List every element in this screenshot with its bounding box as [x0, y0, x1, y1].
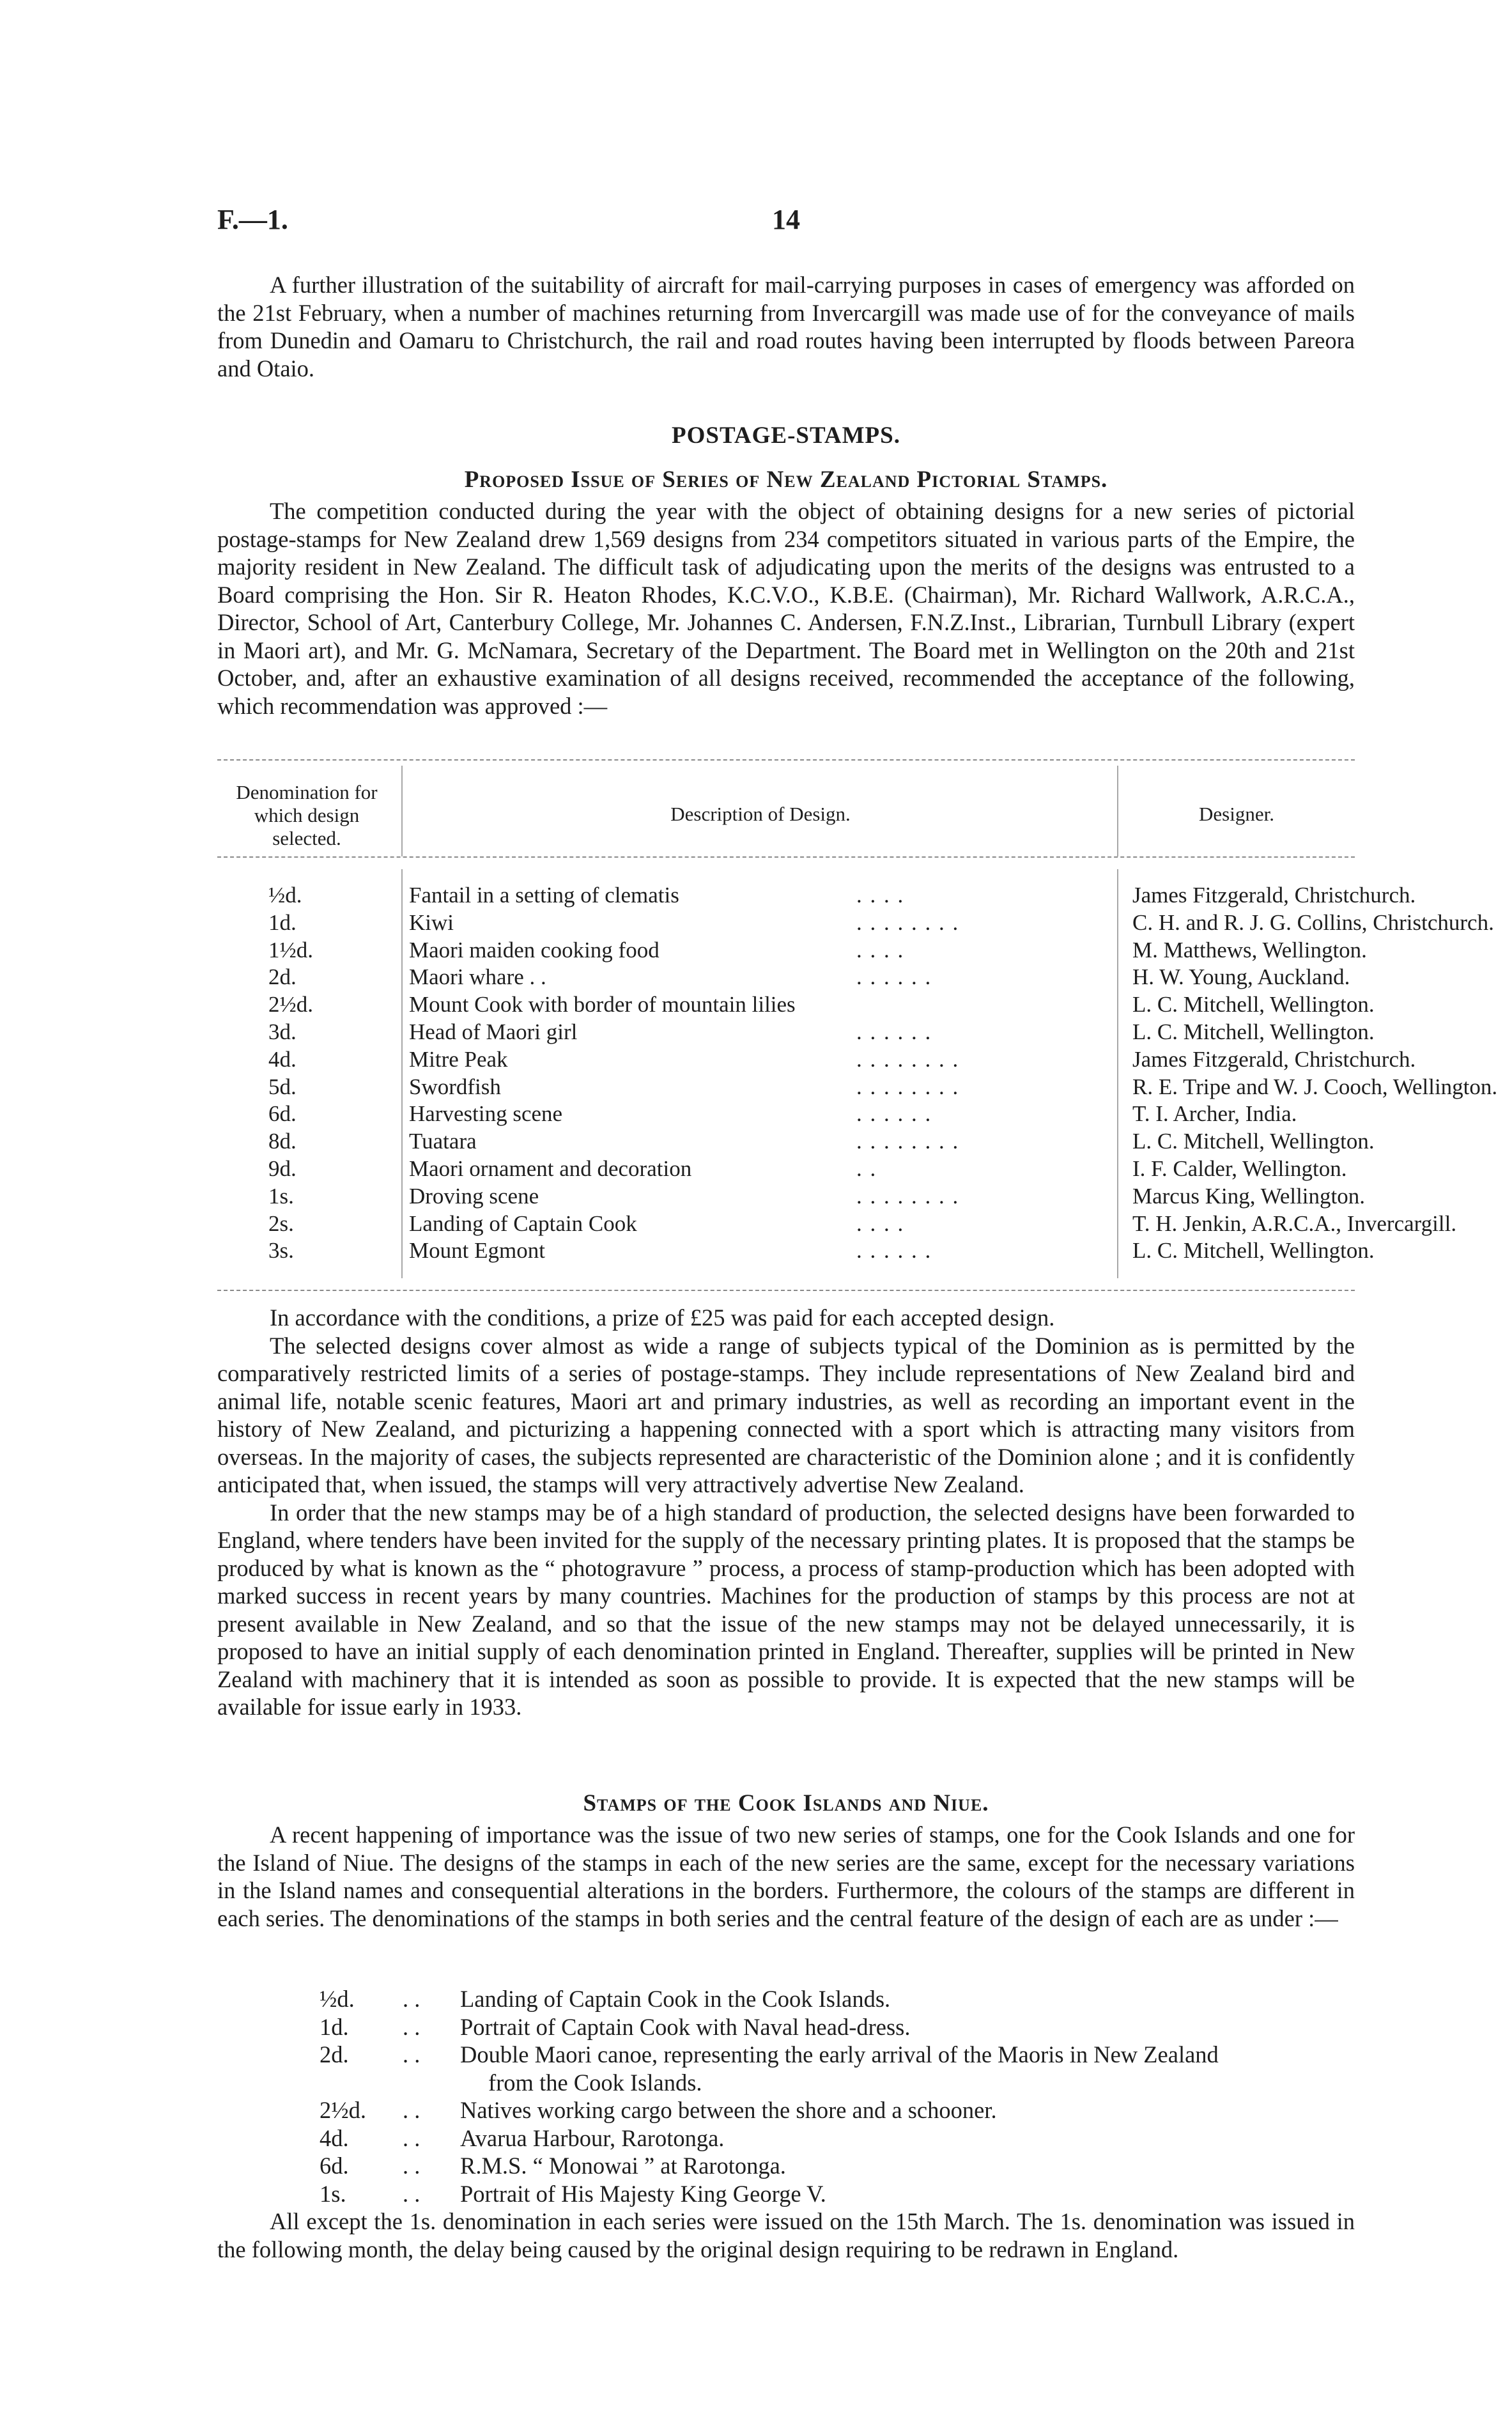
table-row [217, 909, 1494, 936]
table-row [217, 1019, 1375, 1046]
list-item [217, 2096, 1355, 2124]
column-divider [401, 766, 403, 856]
list-description [460, 2180, 1355, 2208]
list-item [217, 2041, 1355, 2096]
list-description [460, 2152, 1355, 2180]
page-header [217, 203, 1355, 242]
leader-dots: . . . . . . . . [856, 1129, 960, 1154]
denomination-cell: 4d. [268, 1046, 297, 1072]
denomination-cell: 5d. [268, 1074, 297, 1099]
designer-cell: L. C. Mitchell, Wellington. [1132, 992, 1375, 1017]
description-cell: Mitre Peak [409, 1046, 508, 1072]
header-denomination-line: selected. [272, 827, 341, 849]
denomination-cell: 6d. [268, 1101, 297, 1127]
designer-cell: T. I. Archer, India. [1132, 1101, 1297, 1127]
designer-cell: Marcus King, Wellington. [1132, 1183, 1365, 1209]
description-cell: Maori whare . . [409, 964, 546, 990]
header-designer: Designer. [1199, 803, 1274, 825]
header-denomination-line: which design [254, 804, 360, 826]
table-row [217, 1156, 1355, 1182]
description-cell: Kiwi [409, 909, 454, 935]
designer-cell: I. F. Calder, Wellington. [1132, 1156, 1347, 1181]
denomination-cell: 1s. [268, 1183, 294, 1209]
list-item [217, 1985, 1355, 2013]
production-paragraph: In order that the new stamps may be of a high standard of production, the selected designs have been forwarded to England, where tenders have been invited for the supply of the necessary printing plates. It is proposed that the stamps be produced by what is known as the “ photogravure ” process, a process of stamp-production which has been adopted with marked success in recent years by many countries. Machines for the production of stamps by this process are not at present available in New Zealand, and so that the issue of the new stamps may not be delayed unnecessarily, it is proposed to have an initial supply of each denomination printed in England. Thereafter, supplies will be printed in New Zealand with machinery that it is intended as soon as possible to provide. It is expected that the new stamps will be available for issue early in 1933. [217, 1499, 1355, 1720]
leader-dots: . . . . . . . . [856, 909, 960, 935]
table-row [217, 1237, 1375, 1264]
table-row [217, 937, 1367, 964]
description-cell: Swordfish [409, 1074, 501, 1099]
closing-section [217, 2208, 1355, 2263]
subsection-title-cook-islands: Stamps of the Cook Islands and Niue. [583, 1790, 989, 1816]
leader-dots: . . [403, 1986, 420, 2012]
table-row [217, 964, 1355, 991]
leader-dots: . . [403, 2013, 420, 2040]
denomination-cell: 8d. [268, 1129, 297, 1154]
designer-cell: H. W. Young, Auckland. [1132, 964, 1350, 990]
table-row [217, 1101, 1355, 1127]
header-denomination [217, 781, 396, 850]
leader-dots: . . . . . . [856, 1238, 932, 1264]
subsection-title-pictorial-stamps: Proposed Issue of Series of New Zealand Pictorial Stamps. [464, 467, 1108, 493]
denomination-cell: 3s. [268, 1238, 294, 1264]
page-number: 14 [772, 204, 800, 235]
leader-dots: . . . . . . [856, 1101, 932, 1127]
list-description-text: Portrait of His Majesty King George V. [460, 2180, 826, 2207]
designer-cell: L. C. Mitchell, Wellington. [1132, 1238, 1375, 1264]
column-divider [1117, 766, 1118, 856]
list-description-continuation: from the Cook Islands. [488, 2069, 702, 2096]
subjects-paragraph: The selected designs cover almost as wide a range of subjects typical of the Dominion as is permitted by the comparatively restricted limits of a series of postage-stamps. They include representations of New Zealand bird and animal life, notable scenic features, Maori art and primary industries, as well as recording an important event in the history of New Zealand, and picturizing a happening connected with a sport which is attracting many visitors from overseas. In the majority of cases, the subjects represented are characteristic of the Dominion alone ; and it is confidently anticipated that, when issued, the stamps will very attractively advertise New Zealand. [217, 1332, 1355, 1497]
cook-islands-paragraph: A recent happening of importance was the issue of two new series of stamps, one for the Cook Islands and one for the Island of Niue. The designs of the stamps in each of the new series are the same, except for the necessary variations in the Island names and consequential alterations in the borders. Furthermore, the colours of the stamps are different in each series. The denominations of the stamps in both series and the central feature of the design of each are as under :— [217, 1821, 1355, 1931]
denomination-cell: 1½d. [268, 937, 313, 963]
list-description-text: R.M.S. “ Monowai ” at Rarotonga. [460, 2153, 786, 2179]
list-denomination: 4d. [320, 2124, 349, 2151]
list-denomination: ½d. [320, 1986, 355, 2012]
denomination-cell: 9d. [268, 1156, 297, 1181]
description-cell: Fantail in a setting of clematis [409, 883, 679, 908]
list-item [217, 2124, 1355, 2153]
table-bottom-rule [217, 1290, 1355, 1291]
table-row [217, 991, 1375, 1018]
competition-paragraph: The competition conducted during the year with the object of obtaining designs for a new series of pictorial postage-stamps for New Zealand drew 1,569 designs from 234 competitors situated in various parts of the Empire, the majority resident in New Zealand. The difficult task of adjudicating upon the merits of the designs was entrusted to a Board comprising the Hon. Sir R. Heaton Rhodes, K.C.V.O., K.B.E. (Chairman), Mr. Richard Wallwork, A.R.C.A., Director, School of Art, Canterbury College, Mr. Johannes C. Andersen, F.N.Z.Inst., Librarian, Turnbull Library (expert in Maori art), and Mr. G. McNamara, Secretary of the Department. The Board met in Wellington on the 20th and 21st October, and, after an exhaustive examination of all designs received, recommended the acceptance of the following, which recommendation was approved :— [217, 498, 1355, 719]
designer-cell: C. H. and R. J. G. Collins, Christchurch. [1132, 909, 1494, 935]
document-reference: F.—1. [217, 204, 288, 235]
list-denomination: 6d. [320, 2153, 349, 2179]
list-denomination: 1s. [320, 2180, 346, 2207]
description-cell: Landing of Captain Cook [409, 1210, 637, 1236]
list-item [217, 2180, 1355, 2208]
list-description-text: Natives working cargo between the shore and a schooner. [460, 2097, 997, 2123]
description-cell: Mount Cook with border of mountain lilies [409, 992, 796, 1017]
leader-dots: . . [403, 2180, 420, 2207]
table-row [217, 1183, 1365, 1210]
denomination-cell: 3d. [268, 1019, 297, 1044]
closing-paragraph: All except the 1s. denomination in each series were issued on the 15th March. The 1s. denomination was issued in the following month, the delay being caused by the original design requiring to be redrawn in England. [217, 2208, 1355, 2262]
list-denomination: 2½d. [320, 2097, 366, 2123]
leader-dots: . . [403, 2097, 420, 2123]
denomination-cell: 1d. [268, 909, 297, 935]
designer-cell: R. E. Tripe and W. J. Cooch, Wellington. [1132, 1074, 1498, 1099]
leader-dots: . . [403, 2153, 420, 2179]
header-description: Description of Design. [670, 803, 851, 825]
list-description-text: Landing of Captain Cook in the Cook Islands. [460, 1986, 891, 2012]
leader-dots: . . [403, 2041, 420, 2068]
list-denomination: 1d. [320, 2013, 349, 2040]
list-denomination: 2d. [320, 2041, 349, 2068]
postage-section [217, 422, 1355, 720]
intro-paragraph: A further illustration of the suitability of aircraft for mail-carrying purposes in cases of emergency was afforded on the 21st February, when a number of machines returning from Invercargill was made use of for the conveyance of mails from Dunedin and Oamaru to Christchurch, the rail and road routes having been interrupted by floods between Pareora and Otaio. [217, 272, 1355, 382]
list-item [217, 2152, 1355, 2180]
cook-islands-stamp-list [217, 1985, 1355, 2208]
stamp-designs-table [217, 759, 1498, 1291]
list-description-text: Double Maori canoe, representing the early arrival of the Maoris in New Zealand [460, 2041, 1219, 2068]
table-row [217, 1074, 1498, 1101]
table-row [217, 1128, 1375, 1155]
intro-section [217, 271, 1355, 382]
list-description [460, 2013, 1355, 2041]
description-cell: Maori ornament and decoration [409, 1156, 692, 1181]
leader-dots: . . . . . . . . [856, 1183, 960, 1209]
designer-cell: M. Matthews, Wellington. [1132, 937, 1367, 963]
denomination-cell: 2s. [268, 1210, 294, 1236]
list-description [460, 2041, 1355, 2096]
leader-dots: . . [403, 2124, 420, 2151]
prize-paragraph: In accordance with the conditions, a prize of £25 was paid for each accepted design. [270, 1304, 1055, 1331]
list-description [460, 2124, 1355, 2153]
list-description-text: Avarua Harbour, Rarotonga. [460, 2124, 725, 2151]
leader-dots: . . . . [856, 1210, 905, 1236]
table-row [217, 882, 1416, 909]
leader-dots: . . . . . . [856, 964, 932, 990]
after-table-section [217, 1304, 1355, 1721]
cook-islands-section [217, 1790, 1355, 1932]
header-denomination-line: Denomination for [236, 781, 378, 803]
list-description [460, 1985, 1355, 2013]
list-description-text: Portrait of Captain Cook with Naval head-dress. [460, 2013, 911, 2040]
leader-dots: . . [856, 1156, 877, 1181]
designer-cell: T. H. Jenkin, A.R.C.A., Invercargill. [1132, 1210, 1457, 1236]
table-row [217, 1210, 1457, 1237]
denomination-cell: ½d. [268, 883, 302, 908]
description-cell: Harvesting scene [409, 1101, 563, 1127]
leader-dots: . . . . . . . . [856, 1046, 960, 1072]
denomination-cell: 2½d. [268, 992, 313, 1017]
denomination-cell: 2d. [268, 964, 297, 990]
designer-cell: L. C. Mitchell, Wellington. [1132, 1129, 1375, 1154]
description-cell: Mount Egmont [409, 1238, 545, 1264]
designer-cell: L. C. Mitchell, Wellington. [1132, 1019, 1375, 1044]
section-title-postage-stamps: POSTAGE-STAMPS. [672, 422, 900, 449]
leader-dots: . . . . [856, 883, 905, 908]
description-cell: Maori maiden cooking food [409, 937, 660, 963]
table-header-rule [217, 856, 1355, 858]
designer-cell: James Fitzgerald, Christchurch. [1132, 1046, 1416, 1072]
list-description [460, 2096, 1355, 2124]
designer-cell: James Fitzgerald, Christchurch. [1132, 883, 1416, 908]
description-cell: Tuatara [409, 1129, 477, 1154]
leader-dots: . . . . . . [856, 1019, 932, 1044]
description-cell: Droving scene [409, 1183, 539, 1209]
list-item [217, 2013, 1355, 2041]
table-row [217, 1046, 1416, 1073]
description-cell: Head of Maori girl [409, 1019, 578, 1044]
leader-dots: . . . . [856, 937, 905, 963]
table-top-rule [217, 759, 1355, 761]
leader-dots: . . . . . . . . [856, 1074, 960, 1099]
